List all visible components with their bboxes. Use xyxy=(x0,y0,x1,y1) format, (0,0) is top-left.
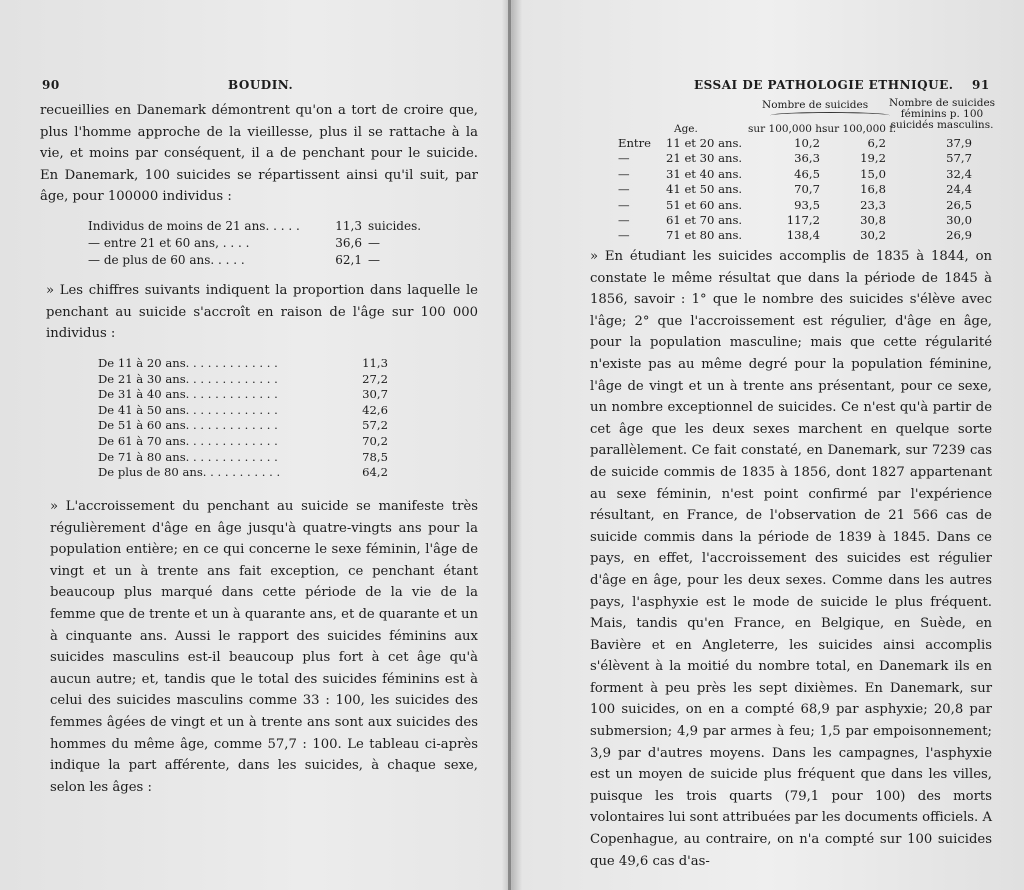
table-cell-range: 61 et 70 ans. xyxy=(666,213,743,228)
book-gutter xyxy=(508,0,511,890)
list-item-value: 64,2 xyxy=(362,465,388,480)
suicide-table xyxy=(618,136,998,244)
table-row xyxy=(618,167,998,182)
table-ratio-header: Nombre de suicides féminins p. 100 suicidés masculins. xyxy=(888,97,996,131)
table-cell-women: 15,0 xyxy=(860,166,886,181)
running-head: ESSAI DE PATHOLOGIE ETHNIQUE. xyxy=(694,78,954,92)
age-list-summary xyxy=(88,218,428,269)
list-item xyxy=(98,356,418,372)
paragraph-text: recueillies en Danemark démontrent qu'on a tort de croire que, plus l'homme approche de la vieillesse, plus il se rattache à la vie, et moins par conséquent, il a de penchant pour le suicide. En Danemark, 100 suicides se répartissent ainsi qu'il suit, par âge, pour 100000 individus : xyxy=(40,103,478,205)
list-item-label: De 31 à 40 ans. . . . . . . . . . . . . xyxy=(98,387,278,402)
list-item xyxy=(88,218,428,235)
list-item-label: De 21 à 30 ans. . . . . . . . . . . . . xyxy=(98,371,278,386)
table-cell-ratio: 26,9 xyxy=(946,228,972,243)
paragraph xyxy=(46,280,478,345)
table-cell-men: 70,7 xyxy=(794,182,820,197)
table-group-header: Nombre de suicides xyxy=(762,99,869,111)
list-item-value: 62,1 xyxy=(335,253,362,267)
list-item-value: 11,3 xyxy=(362,356,388,370)
list-item-label: De 51 à 60 ans. . . . . . . . . . . . . xyxy=(98,418,278,433)
paragraph-text: » En étudiant les suicides accomplis de 1835 à 1844, on constate le même résultat que dans la période de 1845 à 1856, savoir : 1° que le nombre des suicides s'élève avec l'âge; 2° que l'accroissement est régulier, d'âge en âge, pour la population masculine; mais que cette régularité n'existe pas au même degré pour la population féminine, l'âge de vingt et un à trente ans présentant, pour ce sexe, un nombre exceptionnel de suicides. Ce n'est qu'à partir de cet âge que les deux sexes marchent en quelque sorte parallèlement. Ce fait constaté, en Danemark, sur 7239 cas de suicide commis de 1835 à 1856, dont 1827 appartenant au sexe féminin, n'est point confirmé par l'expérience résultant, en France, de l'observation de 21 566 cas de suicide commis dans la période de 1839 à 1845. Dans ce pays, en effet, l'accroissement des suicides est régulier d'âge en âge, pour les deux sexes. Comme dans les autres pays, l'asphyxie est le mode de suicide le plus fréquent. Mais, tandis qu'en France, en Belgique, en Suède, en Bavière et en Angleterre, les suicides ainsi accomplis s'élèvent à la moitié du nombre total, en Danemark ils en forment à peu près les sept dixièmes. En Danemark, sur 100 suicides, on en a compté 68,9 par asphyxie; 20,8 par submersion; 4,9 par armes à feu; 1,5 par empoisonnement; 3,9 par d'autres moyens. Dans les campagnes, l'asphyxie est un moyen de suicide plus fréquent que dans les villes, puisque les trois quarts (79,1 pour 100) des morts volontaires lui sont attribuées par les documents officiels. A Copenhague, au contraire, on n'a compté sur 100 suicides que 49,6 cas d'as- xyxy=(590,249,992,869)
paragraph xyxy=(590,246,992,872)
paragraph xyxy=(40,100,478,208)
list-item-value: 42,6 xyxy=(362,402,388,417)
table-cell-women: 6,2 xyxy=(867,136,886,150)
list-item xyxy=(98,450,418,466)
list-item-value: 57,2 xyxy=(362,418,388,433)
table-cell-ratio: 24,4 xyxy=(946,182,972,197)
list-item xyxy=(88,252,428,269)
table-cell-prefix: — xyxy=(618,151,630,166)
table-cell-prefix: — xyxy=(618,197,630,212)
list-item xyxy=(98,403,418,419)
table-cell-range: 41 et 50 ans. xyxy=(666,182,743,197)
table-cell-women: 30,2 xyxy=(860,228,886,243)
table-col-age: Age. xyxy=(674,123,698,135)
list-item-unit: suicides. xyxy=(368,219,422,233)
brace-divider xyxy=(770,112,890,119)
list-item-label: — de plus de 60 ans. . . . . xyxy=(88,253,245,267)
page-number: 90 xyxy=(42,78,60,92)
list-item-label: — entre 21 et 60 ans, . . . . xyxy=(88,236,250,250)
list-item-value: 30,7 xyxy=(362,387,388,402)
list-item-value: 11,3 xyxy=(335,219,362,233)
list-item-value: 78,5 xyxy=(362,449,388,464)
list-item xyxy=(98,434,418,450)
list-item xyxy=(98,465,418,481)
paragraph-text: » L'accroissement du penchant au suicide se manifeste très régulièrement d'âge en âge jusqu'à quatre-vingts ans pour la population entière; en ce qui concerne le sexe féminin, l'âge de vingt et un à trente ans fait exception, ce penchant étant beaucoup plus marqué dans cette période de la vie de la femme que de trente et un à quarante ans, et de quarante et un à cinquante ans. Aussi le rapport des suicides féminins aux suicides masculins est-il beaucoup plus fort à cet âge qu'à aucun autre; et, tandis que le total des suicides féminins est à celui des suicides masculins comme 33 : 100, les suicides des femmes âgées de vingt et un à trente ans sont aux suicides des hommes du même âge, comme 57,7 : 100. Le tableau ci-après indique la part afférente, dans les suicides, à chaque sexe, selon les âges : xyxy=(50,499,478,795)
age-list-detailed xyxy=(98,356,418,481)
table-cell-men: 46,5 xyxy=(794,166,820,181)
table-row xyxy=(618,213,998,228)
list-item xyxy=(98,372,418,388)
table-row xyxy=(618,182,998,197)
list-item-unit: — xyxy=(368,236,380,250)
table-row xyxy=(618,228,998,243)
table-cell-women: 30,8 xyxy=(860,213,886,228)
list-item-label: De 71 à 80 ans. . . . . . . . . . . . . xyxy=(98,449,278,464)
list-item-label: Individus de moins de 21 ans. . . . . xyxy=(88,219,300,233)
running-head: BOUDIN. xyxy=(228,78,294,92)
list-item-label: De 41 à 50 ans. . . . . . . . . . . . . xyxy=(98,402,278,417)
table-cell-ratio: 32,4 xyxy=(946,166,972,181)
table-col-women: sur 100,000 f. xyxy=(822,123,897,135)
paragraph xyxy=(50,496,478,798)
table-row xyxy=(618,151,998,166)
table-cell-women: 19,2 xyxy=(860,151,886,166)
list-item-unit: — xyxy=(368,253,380,267)
table-cell-men: 93,5 xyxy=(794,197,820,212)
list-item-label: De 11 à 20 ans. . . . . . . . . . . . . xyxy=(98,356,278,370)
table-cell-men: 36,3 xyxy=(794,151,820,166)
table-cell-women: 16,8 xyxy=(860,182,886,197)
table-cell-prefix: — xyxy=(618,213,630,228)
list-item-value: 70,2 xyxy=(362,433,388,448)
table-col-men: sur 100,000 h. xyxy=(748,123,826,135)
table-cell-range: 71 et 80 ans. xyxy=(666,228,743,243)
list-item xyxy=(98,418,418,434)
list-item xyxy=(98,387,418,403)
table-cell-prefix: — xyxy=(618,166,630,181)
table-cell-prefix: Entre xyxy=(618,136,651,150)
table-cell-range: 21 et 30 ans. xyxy=(666,151,743,166)
table-cell-ratio: 37,9 xyxy=(946,136,972,150)
table-row xyxy=(618,136,998,151)
list-item-label: De 61 à 70 ans. . . . . . . . . . . . . xyxy=(98,433,278,448)
table-cell-men: 10,2 xyxy=(794,136,820,150)
table-row xyxy=(618,198,998,213)
paragraph-text: » Les chiffres suivants indiquent la proportion dans laquelle le penchant au suicide s'accroît en raison de l'âge sur 100 000 individus : xyxy=(46,283,478,342)
table-cell-prefix: — xyxy=(618,182,630,197)
table-cell-range: 31 et 40 ans. xyxy=(666,166,743,181)
table-cell-range: 11 et 20 ans. xyxy=(666,136,743,150)
table-cell-ratio: 57,7 xyxy=(946,151,972,166)
list-item xyxy=(88,235,428,252)
list-item-value: 36,6 xyxy=(335,236,362,250)
table-cell-men: 117,2 xyxy=(786,213,820,228)
table-cell-ratio: 30,0 xyxy=(946,213,972,228)
table-cell-range: 51 et 60 ans. xyxy=(666,197,743,212)
table-cell-women: 23,3 xyxy=(860,197,886,212)
table-cell-men: 138,4 xyxy=(786,228,820,243)
table-cell-prefix: — xyxy=(618,228,630,243)
page-number: 91 xyxy=(972,78,990,92)
list-item-value: 27,2 xyxy=(362,371,388,386)
list-item-label: De plus de 80 ans. . . . . . . . . . . xyxy=(98,465,281,480)
table-cell-ratio: 26,5 xyxy=(946,197,972,212)
